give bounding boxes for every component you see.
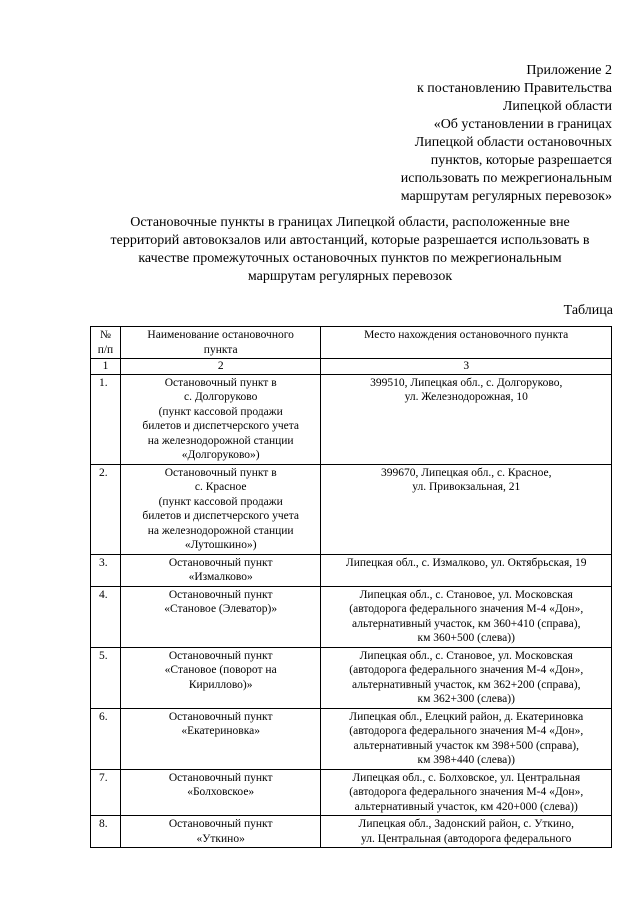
stop-location xyxy=(321,816,612,848)
table-row xyxy=(91,464,612,554)
stop-name-line: билетов и диспетчерского учета xyxy=(142,510,300,522)
header-line: п/п xyxy=(97,343,114,356)
stop-name-line: Кириллово)» xyxy=(188,678,253,691)
table-body xyxy=(91,374,612,848)
header-line: пункта xyxy=(203,343,238,356)
table-row xyxy=(91,374,612,464)
stop-name-line: «Екатериновка» xyxy=(181,725,260,737)
table-row xyxy=(91,554,612,586)
index-cell: 1 xyxy=(91,359,121,375)
stop-name-line: «Долгоруково») xyxy=(181,449,260,461)
stop-location xyxy=(321,586,612,647)
stop-location-line: Липецкая обл., Елецкий район, д. Екатериновка xyxy=(349,710,584,723)
row-number: 5. xyxy=(91,647,121,708)
stop-name-line: Остановочный пункт в xyxy=(164,376,277,389)
stop-name-line: Остановочный пункт xyxy=(168,818,273,830)
stop-location-line: 399670, Липецкая обл., с. Красное, xyxy=(380,466,552,479)
header-name xyxy=(120,327,321,359)
appendix-header xyxy=(332,62,612,206)
table-index-row xyxy=(91,359,612,375)
stop-location xyxy=(321,374,612,464)
row-number: 7. xyxy=(91,769,121,816)
stop-location xyxy=(321,647,612,708)
stop-name-line: «Уткино» xyxy=(196,832,245,845)
stop-name xyxy=(120,554,321,586)
stop-name-line: с. Долгоруково xyxy=(183,391,258,403)
header-line: № xyxy=(99,329,111,341)
stop-name-line: Остановочный пункт в xyxy=(164,466,277,479)
appendix-line: «Об установлении в границах xyxy=(433,117,612,132)
stop-name-line: «Болховское» xyxy=(187,786,255,798)
row-number: 2. xyxy=(91,464,121,554)
stop-name xyxy=(120,708,321,769)
stop-name xyxy=(120,647,321,708)
header-number xyxy=(91,327,121,359)
header-line: Место нахождения остановочного пункта xyxy=(364,329,569,341)
table-row xyxy=(91,647,612,708)
title-line: Остановочные пункты в границах Липецкой области, расположенные вне xyxy=(130,215,570,230)
row-number: 1. xyxy=(91,374,121,464)
stop-name xyxy=(120,816,321,848)
stop-name-line: Остановочный пункт xyxy=(168,649,273,662)
stop-location-line: км 362+300 (слева)) xyxy=(417,693,515,705)
stop-location-line: 399510, Липецкая обл., с. Долгоруково, xyxy=(370,376,563,389)
stop-location-line: альтернативный участок, км 420+000 (слева)) xyxy=(354,800,578,813)
stop-location xyxy=(321,708,612,769)
table-row xyxy=(91,586,612,647)
document-title xyxy=(90,214,610,286)
stop-name-line: «Становое (Элеватор)» xyxy=(164,603,278,615)
stop-location-line: Липецкая обл., с. Становое, ул. Московская xyxy=(359,649,573,662)
table-header-row xyxy=(91,327,612,359)
table-row xyxy=(91,816,612,848)
row-number: 4. xyxy=(91,586,121,647)
stop-name xyxy=(120,464,321,554)
stop-location-line: (автодорога федерального значения М-4 «Дон», xyxy=(349,786,584,798)
stop-location-line: альтернативный участок, км 362+200 (справа), xyxy=(352,678,581,691)
appendix-line: маршрутам регулярных перевозок» xyxy=(400,189,612,204)
stop-location xyxy=(321,554,612,586)
stop-name-line: Остановочный пункт xyxy=(168,556,273,569)
stop-location xyxy=(321,769,612,816)
stop-location-line: Липецкая обл., Задонский район, с. Уткино, xyxy=(358,818,574,830)
stop-location-line: (автодорога федерального значения М-4 «Дон», xyxy=(349,664,584,676)
index-cell: 2 xyxy=(120,359,321,375)
stop-location-line: Липецкая обл., с. Болховское, ул. Центральная xyxy=(352,771,581,784)
title-line: качестве промежуточных остановочных пунктов по межрегиональным xyxy=(138,251,562,266)
index-cell: 3 xyxy=(321,359,612,375)
table-row xyxy=(91,769,612,816)
appendix-line: Липецкой области xyxy=(502,99,612,114)
stop-name xyxy=(120,586,321,647)
appendix-line: к постановлению Правительства xyxy=(416,81,612,96)
stop-name-line: на железнодорожной станции xyxy=(147,434,294,447)
appendix-line: Липецкой области остановочных xyxy=(414,135,612,150)
row-number: 8. xyxy=(91,816,121,848)
stop-name-line: Остановочный пункт xyxy=(168,588,273,601)
stops-table xyxy=(90,326,612,848)
stop-name xyxy=(120,769,321,816)
stop-location-line: (автодорога федерального значения М-4 «Дон», xyxy=(349,603,584,615)
stop-name-line: на железнодорожной станции xyxy=(147,524,294,537)
stop-location-line: км 398+440 (слева)) xyxy=(417,754,515,766)
stop-location-line: ул. Привокзальная, 21 xyxy=(412,481,521,493)
stop-name-line: (пункт кассовой продажи xyxy=(158,495,283,508)
title-line: территорий автовокзалов или автостанций, которые разрешается использовать в xyxy=(110,233,590,248)
table-caption: Таблица xyxy=(563,303,613,318)
title-line: маршрутам регулярных перевозок xyxy=(247,269,453,284)
row-number: 6. xyxy=(91,708,121,769)
header-line: Наименование остановочного xyxy=(147,329,294,341)
appendix-line: пунктов, которые разрешается xyxy=(430,153,612,168)
stop-name-line: Остановочный пункт xyxy=(168,710,273,723)
stop-location-line: (автодорога федерального значения М-4 «Дон», xyxy=(349,725,584,737)
stop-name-line: «Становое (поворот на xyxy=(164,664,277,676)
stop-location-line: альтернативный участок, км 360+410 (справа), xyxy=(352,617,581,630)
table-row xyxy=(91,708,612,769)
stop-location xyxy=(321,464,612,554)
stop-location-line: км 360+500 (слева)) xyxy=(417,632,515,644)
stop-name-line: с. Красное xyxy=(194,481,247,493)
stop-location-line: Липецкая обл., с. Становое, ул. Московская xyxy=(359,588,573,601)
stop-name-line: (пункт кассовой продажи xyxy=(158,405,283,418)
stop-location-line: Липецкая обл., с. Измалково, ул. Октябрьская, 19 xyxy=(345,556,587,569)
stop-location-line: альтернативный участок км 398+500 (справа), xyxy=(353,739,580,752)
stop-name xyxy=(120,374,321,464)
stop-name-line: «Измалково» xyxy=(188,571,253,583)
appendix-line: Приложение 2 xyxy=(526,63,612,78)
stop-name-line: «Лутошкино») xyxy=(184,539,257,551)
stop-name-line: Остановочный пункт xyxy=(168,771,273,784)
stop-name-line: билетов и диспетчерского учета xyxy=(142,420,300,432)
stop-location-line: ул. Центральная (автодорога федерального xyxy=(361,832,572,845)
row-number: 3. xyxy=(91,554,121,586)
stop-location-line: ул. Железнодорожная, 10 xyxy=(404,391,528,403)
appendix-line: использовать по межрегиональным xyxy=(400,171,612,186)
header-location xyxy=(321,327,612,359)
